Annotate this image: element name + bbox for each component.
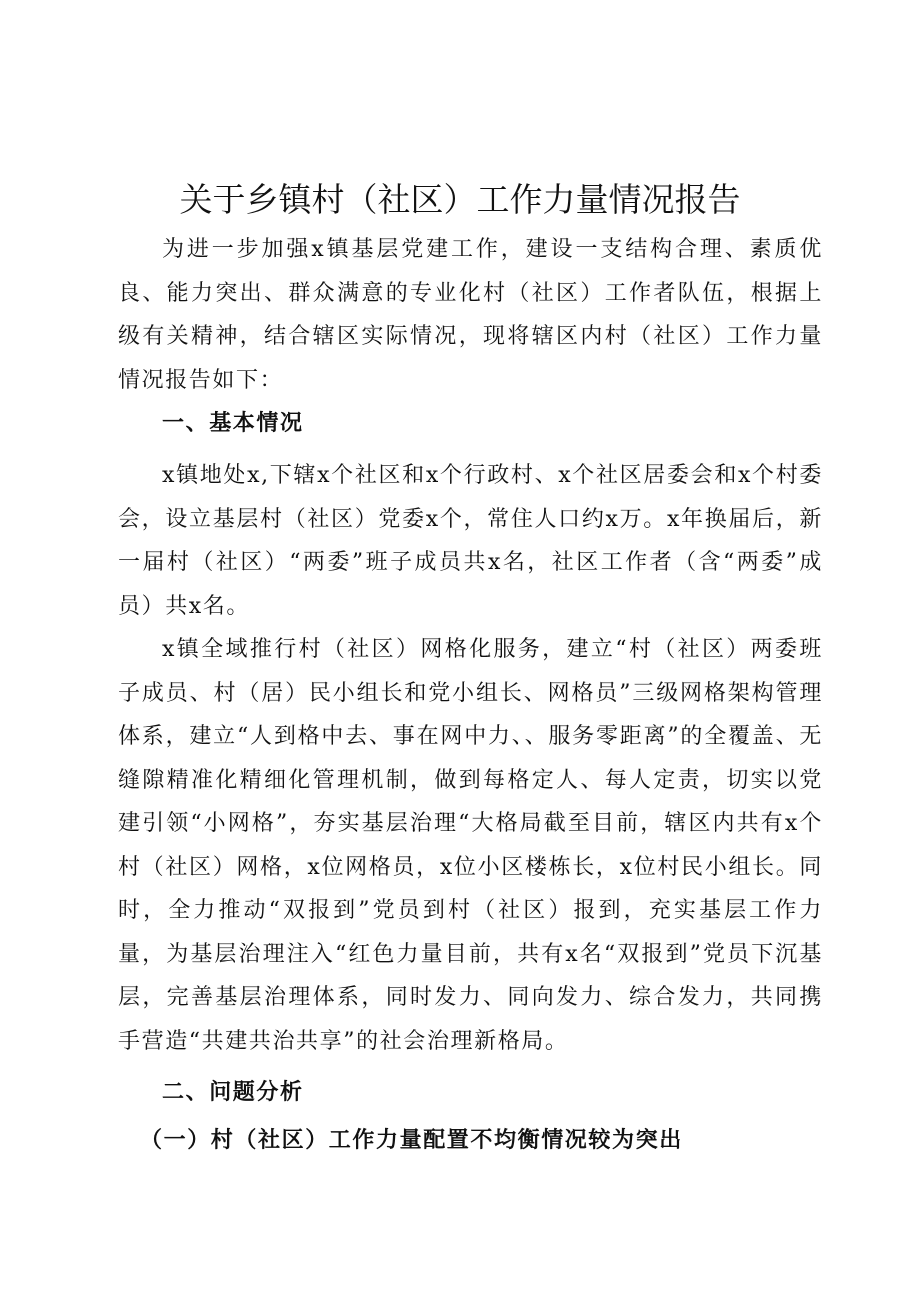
- subsection-heading-imbalance: （一）村（社区）工作力量配置不均衡情况较为突出: [140, 1127, 683, 1153]
- section-heading-analysis: 二、问题分析: [162, 1079, 304, 1105]
- basic-paragraph-2: x镇全域推行村（社区）网格化服务，建立“村（社区）两委班子成员、村（居）民小组长和党小组长、网格员”三级网格架构管理体系，建立“人到格中去、事在网中力、、服务零距离”的全覆盖、无缝隙精准化精细化管理机制，做到每格定人、每人定责，切实以党建引领“小网格”，夯实基层治理“大格局截至目前，辖区内共有x个村（社区）网格，x位网格员，x位小区楼栋长，x位村民小组长。同时，全力推动“双报到”党员到村（社区）报到，充实基层工作力量，为基层治理注入“红色力量目前，共有x名“双报到”党员下沉基层，完善基层治理体系，同时发力、同向发力、综合发力，共同携手营造“共建共治共享”的社会治理新格局。: [118, 637, 823, 1054]
- intro-paragraph: 为进一步加强x镇基层党建工作，建设一支结构合理、素质优良、能力突出、群众满意的专业化村（社区）工作者队伍，根据上级有关精神，结合辖区实际情况，现将辖区内村（社区）工作力量情况报告如下：: [118, 237, 823, 393]
- document-title: 关于乡镇村（社区）工作力量情况报告: [179, 180, 741, 219]
- document-body: [118, 228, 823, 1175]
- section-heading-basic: 一、基本情况: [162, 410, 304, 436]
- basic-paragraph-1: x镇地处x,下辖x个社区和x个行政村、x个社区居委会和x个村委会，设立基层村（社区）党委x个，常住人口约x万。x年换届后，新一届村（社区）“两委”班子成员共x名，社区工作者（含“两委”成员）共x名。: [118, 463, 823, 619]
